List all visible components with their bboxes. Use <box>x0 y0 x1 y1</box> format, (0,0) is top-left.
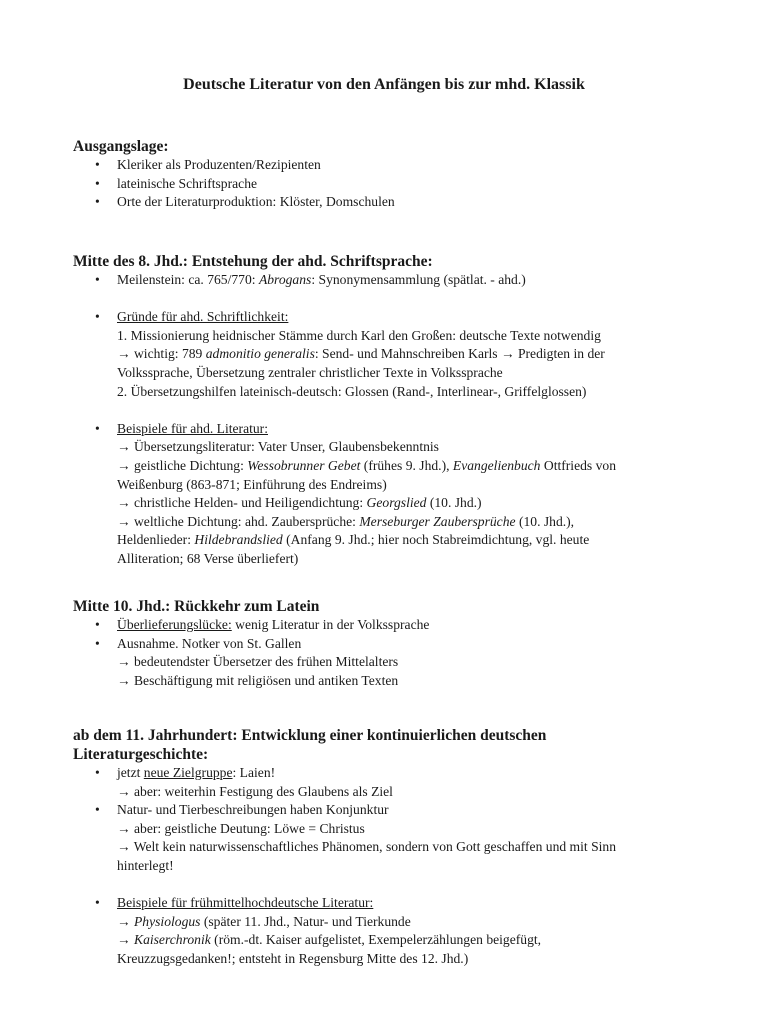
underlined-label: Gründe für ahd. Schriftlichkeit: <box>117 309 289 325</box>
italic-title: Wessobrunner Gebet <box>247 457 361 473</box>
text-segment: → wichtig: 789 <box>117 346 206 362</box>
text-line <box>117 345 713 364</box>
list-item <box>73 308 713 401</box>
text-segment: 1. Missionierung heidnischer Stämme durch Karl den Großen: deutsche Texte notwendig <box>117 327 601 343</box>
list-item <box>73 271 713 290</box>
text-segment: lateinische Schriftsprache <box>117 175 258 191</box>
text-segment: : Synonymensammlung (spätlat. - ahd.) <box>311 272 526 287</box>
text-line <box>117 857 713 876</box>
text-segment: Natur- und Tierbeschreibungen haben Konjunktur <box>117 802 389 818</box>
text-segment: Ausnahme. Notker von St. Gallen <box>117 635 302 651</box>
bullet-icon: • <box>95 895 100 911</box>
list-item <box>73 175 713 194</box>
text-line <box>117 420 713 439</box>
text-segment: → Übersetzungsliteratur: Vater Unser, Glaubensbekenntnis <box>117 439 439 455</box>
text-segment: → Beschäftigung mit religiösen und antiken Texten <box>117 672 399 688</box>
text-segment: Heldenlieder: <box>117 532 195 548</box>
text-line <box>117 838 713 857</box>
bullet-list <box>73 271 713 569</box>
text-line <box>117 271 713 290</box>
text-segment: → christliche Helden- und Heiligendichtung: <box>117 495 367 511</box>
text-segment: (10. Jhd.), <box>515 513 575 529</box>
text-line <box>117 801 713 820</box>
section-heading: Ausgangslage: <box>73 138 169 155</box>
section-11-jhd <box>73 726 713 969</box>
text-line <box>117 783 713 802</box>
text-segment: → <box>117 932 134 948</box>
text-line <box>117 931 713 950</box>
text-segment: → aber: geistliche Deutung: Löwe = Christus <box>117 820 365 836</box>
text-line <box>117 308 713 327</box>
text-segment: Weißenburg (863-871; Einführung des Endreims) <box>117 476 387 492</box>
text-line <box>117 894 713 913</box>
list-item <box>73 635 713 691</box>
list-item <box>73 801 713 875</box>
text-segment: wenig Literatur in der Volkssprache <box>231 617 430 632</box>
section-heading: Mitte des 8. Jhd.: Entstehung der ahd. Schriftsprache: <box>73 253 433 270</box>
text-segment: (10. Jhd.) <box>426 495 482 511</box>
text-line <box>117 635 713 654</box>
text-segment: → geistliche Dichtung: <box>117 457 248 473</box>
text-segment: → aber: weiterhin Festigung des Glaubens als Ziel <box>117 783 393 799</box>
text-line <box>117 550 713 569</box>
text-line <box>117 950 713 969</box>
text-line <box>117 438 713 457</box>
italic-title: admonitio generalis <box>205 346 315 362</box>
bullet-icon: • <box>95 765 100 780</box>
text-segment: : Laien! <box>232 765 276 780</box>
text-line <box>117 913 713 932</box>
section-heading: Mitte 10. Jhd.: Rückkehr zum Latein <box>73 598 320 615</box>
text-segment: Orte der Literaturproduktion: Klöster, Domschulen <box>117 194 395 210</box>
text-segment: Alliteration; 68 Verse überliefert) <box>117 550 299 566</box>
text-segment: Kleriker als Produzenten/Rezipienten <box>117 157 321 172</box>
bullet-icon: • <box>95 420 100 436</box>
list-item <box>73 193 713 212</box>
text-line <box>117 513 713 532</box>
list-item <box>73 616 713 635</box>
text-line <box>117 383 713 402</box>
bullet-icon: • <box>95 272 100 287</box>
text-line <box>117 364 713 383</box>
section-10-jhd <box>73 597 713 690</box>
italic-title: Merseburger Zaubersprüche <box>359 513 516 529</box>
bullet-icon: • <box>95 617 100 632</box>
bullet-icon: • <box>95 194 100 210</box>
text-segment: → weltliche Dichtung: ahd. Zaubersprüche: <box>117 513 360 529</box>
text-segment: (frühes 9. Jhd.), <box>360 457 453 473</box>
text-segment: hinterlegt! <box>117 857 174 873</box>
document-title: Deutsche Literatur von den Anfängen bis zur mhd. Klassik <box>183 76 585 93</box>
section-ausgangslage <box>73 137 713 212</box>
underlined-label: Beispiele für ahd. Literatur: <box>117 420 268 436</box>
italic-title: Evangelienbuch <box>452 457 541 473</box>
bullet-icon: • <box>95 309 100 325</box>
bullet-icon: • <box>95 157 100 172</box>
italic-title: Hildebrandslied <box>194 532 283 548</box>
bullet-list <box>73 764 713 969</box>
bullet-icon: • <box>95 635 100 651</box>
italic-title: Kaiserchronik <box>134 932 211 948</box>
text-segment: (Anfang 9. Jhd.; hier noch Stabreimdichtung, vgl. heute <box>282 532 590 548</box>
text-line <box>117 156 713 175</box>
text-line <box>117 820 713 839</box>
section-heading: Literaturgeschichte: <box>73 746 209 763</box>
text-line <box>117 476 713 495</box>
section-8-jhd <box>73 252 713 569</box>
list-item <box>73 156 713 175</box>
text-segment: jetzt <box>117 765 144 780</box>
list-item <box>73 764 713 801</box>
text-segment: → <box>117 913 134 929</box>
text-segment: → bedeutendster Übersetzer des frühen Mittelalters <box>117 654 399 670</box>
text-segment: → Welt kein naturwissenschaftliches Phänomen, sondern von Gott geschaffen und mit Sinn <box>117 839 617 855</box>
text-line <box>117 672 713 691</box>
bullet-list <box>73 156 713 212</box>
text-segment: Volkssprache, Übersetzung zentraler christlicher Texte in Volkssprache <box>117 364 503 380</box>
text-segment: Ottfrieds von <box>540 457 616 473</box>
list-item <box>73 894 713 968</box>
italic-title: Abrogans <box>258 272 312 287</box>
text-line <box>117 616 713 635</box>
text-segment: : Send- und Mahnschreiben Karls → Predigten in der <box>314 346 605 362</box>
text-segment: (röm.-dt. Kaiser aufgelistet, Exempelerzählungen beigefügt, <box>210 932 542 948</box>
text-segment: 2. Übersetzungshilfen lateinisch-deutsch: Glossen (Rand-, Interlinear-, Griffelglossen) <box>117 383 587 399</box>
underlined-label: neue Zielgruppe <box>143 765 233 780</box>
text-segment: Meilenstein: ca. 765/770: <box>117 272 259 287</box>
bullet-icon: • <box>95 802 100 818</box>
text-line <box>117 175 713 194</box>
text-line <box>117 653 713 672</box>
italic-title: Physiologus <box>134 913 201 929</box>
text-line <box>117 193 713 212</box>
underlined-label: Beispiele für frühmittelhochdeutsche Literatur: <box>117 895 374 911</box>
text-line <box>117 494 713 513</box>
section-heading: ab dem 11. Jahrhundert: Entwicklung einer kontinuierlichen deutschen <box>73 727 547 744</box>
text-line <box>117 764 713 783</box>
underlined-label: Überlieferungslücke: <box>117 617 232 632</box>
italic-title: Georgslied <box>366 495 427 511</box>
text-line <box>117 457 713 476</box>
text-line <box>117 531 713 550</box>
bullet-icon: • <box>95 175 100 191</box>
text-segment: Kreuzzugsgedanken!; entsteht in Regensburg Mitte des 12. Jhd.) <box>117 950 469 966</box>
list-item <box>73 420 713 569</box>
bullet-list <box>73 616 713 690</box>
text-segment: (später 11. Jhd., Natur- und Tierkunde <box>200 913 411 929</box>
text-line <box>117 327 713 346</box>
